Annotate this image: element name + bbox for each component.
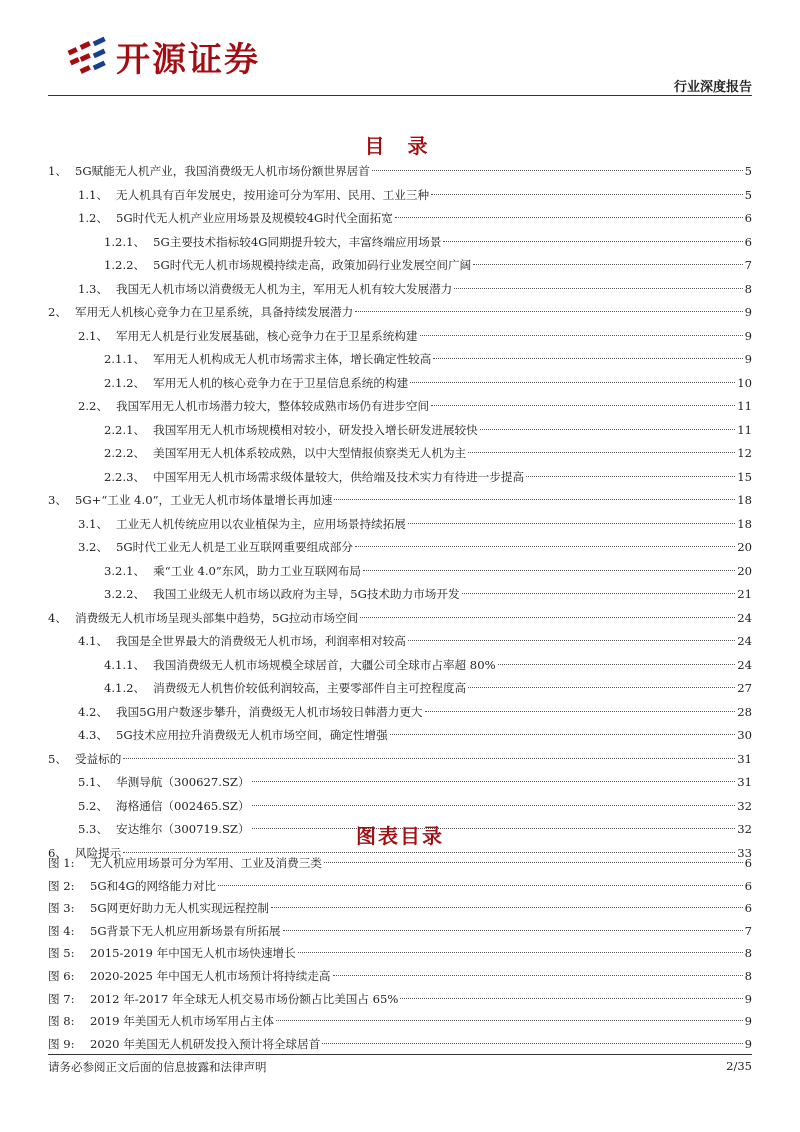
toc-entry-page: 9 <box>744 305 752 319</box>
toc-entry-title: 5G+“工业 4.0”，工业无人机市场体量增长再加速 <box>74 493 333 507</box>
figure-leader-dots <box>322 1043 742 1044</box>
toc-leader-dots <box>473 264 742 265</box>
footer-divider <box>48 1054 752 1055</box>
toc-entry-number: 1.3、 <box>78 281 109 296</box>
figure-leader-dots <box>218 885 743 886</box>
toc-entry-number: 3.1、 <box>78 516 109 531</box>
figure-entry-title: 2019 年美国无人机市场军用占主体 <box>90 1014 274 1029</box>
figure-entry-label: 图 6: <box>48 968 75 983</box>
toc-entry-number: 4.1、 <box>78 634 109 648</box>
toc-entry-number: 4.2、 <box>78 704 109 719</box>
toc-entry-page: 5 <box>744 187 752 202</box>
logo-text: 开源证券 <box>116 40 260 80</box>
figure-entry-label: 图 5: <box>48 946 75 961</box>
toc-entry-title: 风险提示 <box>74 845 122 860</box>
figure-leader-dots <box>298 952 743 953</box>
toc-entry-title: 5G时代工业无人机是工业互联网重要组成部分 <box>116 540 353 554</box>
page-number: 2/35 <box>726 1059 752 1073</box>
toc-entry-title: 军用无人机构成无人机市场需求主体，增长确定性较高 <box>153 352 432 366</box>
toc-entry[interactable] <box>48 207 752 231</box>
toc-leader-dots <box>468 452 735 453</box>
figure-entry[interactable] <box>48 1010 752 1033</box>
figure-entry-label: 图 7: <box>48 991 75 1006</box>
figure-leader-dots <box>271 907 743 908</box>
toc-entry-number: 2.2.3、 <box>104 469 146 484</box>
toc-leader-dots <box>433 358 742 359</box>
toc-entry-page: 24 <box>737 610 752 625</box>
toc-entry-title: 我国工业级无人机市场以政府为主导，5G技术助力市场开发 <box>153 587 460 601</box>
figure-entry-label: 图 2: <box>48 878 75 893</box>
toc-entry-page: 32 <box>737 798 752 813</box>
toc-entry-page: 18 <box>737 493 752 507</box>
figure-entry-page: 6 <box>744 856 752 870</box>
toc-entry-number: 5.1、 <box>78 775 109 789</box>
figure-entry-label: 图 8: <box>48 1014 75 1029</box>
toc-entry-number: 1、 <box>48 164 67 178</box>
toc-entry-number: 1.2.1、 <box>104 234 146 249</box>
toc-entry[interactable] <box>48 795 752 819</box>
toc-entry-page: 7 <box>744 258 752 272</box>
toc-entry-title: 我国无人机市场以消费级无人机为主，军用无人机有较大发展潜力 <box>116 281 453 296</box>
company-logo <box>66 32 260 81</box>
toc-leader-dots <box>431 405 735 406</box>
toc-leader-dots <box>443 241 742 242</box>
figure-entry-page: 9 <box>744 991 752 1006</box>
figure-entry[interactable] <box>48 920 752 943</box>
toc-entry-number: 5.3、 <box>78 822 109 836</box>
toc-entry[interactable] <box>48 630 752 654</box>
toc-entry-page: 32 <box>737 822 752 836</box>
toc-entry-number: 3.2、 <box>78 540 109 554</box>
toc-entry[interactable] <box>48 654 752 678</box>
toc-entry-number: 4.1.2、 <box>104 681 146 695</box>
footer-disclaimer: 请务必参阅正文后面的信息披露和法律声明 <box>48 1060 267 1074</box>
figure-entry-title: 5G背景下无人机应用新场景有所拓展 <box>90 923 281 938</box>
toc-entry-title: 工业无人机传统应用以农业植保为主，应用场景持续拓展 <box>116 516 406 531</box>
toc-entry-page: 8 <box>744 281 752 296</box>
toc-leader-dots <box>454 288 742 289</box>
figure-leader-dots <box>283 930 743 931</box>
figure-entry[interactable] <box>48 875 752 898</box>
toc-entry-page: 9 <box>744 352 752 366</box>
toc-entry-title: 消费级无人机市场呈现头部集中趋势，5G拉动市场空间 <box>74 610 359 625</box>
toc-entry-number: 6、 <box>48 845 67 860</box>
toc-entry-title: 海格通信（002465.SZ） <box>116 798 250 813</box>
toc-entry[interactable] <box>48 348 752 372</box>
toc-entry[interactable] <box>48 536 752 560</box>
toc-entry[interactable] <box>48 466 752 490</box>
report-type-label: 行业深度报告 <box>673 80 752 95</box>
toc-entry-number: 1.2、 <box>78 211 109 225</box>
toc-entry-number: 2.1.1、 <box>104 352 146 366</box>
toc-entry-title: 安达维尔（300719.SZ） <box>116 822 250 836</box>
toc-entry-title: 乘“工业 4.0”东风，助力工业互联网布局 <box>153 563 361 578</box>
toc-entry-title: 军用无人机是行业发展基础，核心竞争力在于卫星系统构建 <box>116 328 418 343</box>
toc-entry-title: 5G时代无人机产业应用场景及规模较4G时代全面拓宽 <box>116 211 393 225</box>
figure-entry[interactable] <box>48 942 752 965</box>
toc-entry-page: 27 <box>737 681 752 695</box>
figure-entry-page: 8 <box>744 946 752 961</box>
toc-entry-page: 33 <box>737 845 752 860</box>
figure-entry-title: 2020-2025 年中国无人机市场预计将持续走高 <box>90 968 331 983</box>
toc-leader-dots <box>355 546 735 547</box>
toc-entry-number: 4、 <box>48 610 67 625</box>
toc-entry-number: 1.2.2、 <box>104 258 146 272</box>
toc-entry-number: 4.3、 <box>78 728 109 742</box>
toc-entry[interactable] <box>48 583 752 607</box>
toc-entry-title: 5G主要技术指标较4G同期提升较大，丰富终端应用场景 <box>153 234 442 249</box>
toc-entry-page: 24 <box>737 634 752 648</box>
toc-leader-dots <box>420 335 743 336</box>
toc-entry-page: 20 <box>737 540 752 554</box>
figure-entry-label: 图 4: <box>48 923 75 938</box>
figure-leader-dots <box>276 1020 743 1021</box>
toc-entry[interactable] <box>48 724 752 748</box>
toc-leader-dots <box>408 640 735 641</box>
figure-entry-title: 5G和4G的网络能力对比 <box>90 878 217 893</box>
figure-entry-title: 无人机应用场景可分为军用、工业及消费三类 <box>90 856 322 870</box>
toc-entry[interactable] <box>48 442 752 466</box>
toc-entry[interactable] <box>48 325 752 349</box>
toc-entry-number: 2.2.1、 <box>104 422 146 437</box>
toc-entry[interactable] <box>48 372 752 396</box>
toc-entry[interactable] <box>48 419 752 443</box>
toc-entry[interactable] <box>48 771 752 795</box>
toc-entry[interactable] <box>48 395 752 419</box>
toc-entry-number: 5、 <box>48 751 67 766</box>
toc-entry-number: 2.2.2、 <box>104 446 146 460</box>
toc-leader-dots <box>252 805 736 806</box>
toc-entry-number: 3.2.2、 <box>104 587 146 601</box>
toc-leader-dots <box>360 617 735 618</box>
toc-leader-dots <box>431 194 743 195</box>
toc-entry-page: 9 <box>744 328 752 343</box>
toc-title: 目 录 <box>364 134 436 158</box>
page-header <box>48 18 752 94</box>
header-divider <box>48 95 752 96</box>
toc-entry-page: 15 <box>737 469 752 484</box>
toc-entry-number: 2.1、 <box>78 328 109 343</box>
figure-entry-label: 图 1: <box>48 856 75 870</box>
toc-entry-title: 5G技术应用拉升消费级无人机市场空间，确定性增强 <box>116 728 388 742</box>
figure-entry-page: 9 <box>744 1014 752 1029</box>
toc-leader-dots <box>363 570 735 571</box>
toc-leader-dots <box>468 687 735 688</box>
toc-entry-page: 21 <box>737 587 752 601</box>
toc-entry-page: 11 <box>737 422 752 437</box>
figure-entry[interactable] <box>48 965 752 988</box>
toc-entry-number: 3、 <box>48 493 67 507</box>
toc-entry-title: 华测导航（300627.SZ） <box>116 775 250 789</box>
toc-entry[interactable] <box>48 677 752 701</box>
toc-entry-page: 31 <box>737 751 752 766</box>
figures-list <box>48 852 752 1055</box>
toc-entry-page: 24 <box>737 657 752 672</box>
toc-entry[interactable] <box>48 513 752 537</box>
toc-entry-title: 军用无人机的核心竞争力在于卫星信息系统的构建 <box>153 375 409 390</box>
toc-entry-number: 4.1.1、 <box>104 657 146 672</box>
figure-entry-title: 2020 年美国无人机研发投入预计将全球居首 <box>90 1036 321 1051</box>
toc-entry-page: 30 <box>737 728 752 742</box>
toc-entry-page: 6 <box>744 211 752 225</box>
toc-leader-dots <box>408 523 735 524</box>
toc-entry-page: 11 <box>737 399 752 413</box>
toc-entry[interactable] <box>48 301 752 325</box>
figures-title: 图表目录 <box>356 824 444 848</box>
toc-leader-dots <box>480 429 736 430</box>
toc-entry-page: 31 <box>737 775 752 789</box>
toc-leader-dots <box>395 217 743 218</box>
toc-leader-dots <box>372 170 743 171</box>
toc-entry-title: 受益标的 <box>74 751 122 766</box>
figure-entry-title: 2012 年-2017 年全球无人机交易市场份额占比美国占 65% <box>90 991 399 1006</box>
figure-entry-page: 7 <box>744 923 752 938</box>
figure-entry-page: 6 <box>744 878 752 893</box>
figure-entry-label: 图 3: <box>48 901 75 916</box>
toc-leader-dots <box>526 476 735 477</box>
toc-entry-title: 美国军用无人机体系较成熟，以中大型情报侦察类无人机为主 <box>153 446 467 460</box>
toc-list <box>48 160 752 865</box>
toc-entry[interactable] <box>48 231 752 255</box>
toc-entry-page: 6 <box>744 234 752 249</box>
figure-leader-dots <box>400 998 742 999</box>
toc-leader-dots <box>410 382 735 383</box>
toc-entry-title: 中国军用无人机市场需求级体量较大，供给端及技术实力有待进一步提高 <box>153 469 525 484</box>
toc-entry[interactable] <box>48 748 752 772</box>
toc-entry-title: 军用无人机核心竞争力在卫星系统，具备持续发展潜力 <box>74 305 354 319</box>
toc-entry-title: 我国5G用户数逐步攀升，消费级无人机市场较日韩潜力更大 <box>116 704 423 719</box>
toc-entry[interactable] <box>48 489 752 513</box>
toc-leader-dots <box>123 758 735 759</box>
toc-leader-dots <box>334 499 735 500</box>
toc-leader-dots <box>390 734 735 735</box>
figure-entry[interactable] <box>48 897 752 920</box>
figure-entry-page: 8 <box>744 968 752 983</box>
toc-entry-page: 12 <box>737 446 752 460</box>
toc-leader-dots <box>252 781 736 782</box>
toc-entry-page: 28 <box>737 704 752 719</box>
toc-entry[interactable] <box>48 278 752 302</box>
toc-entry[interactable] <box>48 701 752 725</box>
figure-entry[interactable] <box>48 1033 752 1056</box>
figure-entry-title: 2015-2019 年中国无人机市场快速增长 <box>90 946 296 961</box>
figure-leader-dots <box>333 975 743 976</box>
figure-leader-dots <box>324 862 743 863</box>
toc-entry-title: 无人机具有百年发展史，按用途可分为军用、民用、工业三种 <box>116 187 430 202</box>
toc-entry-title: 5G时代无人机市场规模持续走高，政策加码行业发展空间广阔 <box>153 258 472 272</box>
figure-entry[interactable] <box>48 988 752 1011</box>
toc-entry-number: 3.2.1、 <box>104 563 146 578</box>
toc-entry-page: 5 <box>744 164 752 178</box>
toc-leader-dots <box>425 711 736 712</box>
toc-entry[interactable] <box>48 607 752 631</box>
toc-entry-number: 2.2、 <box>78 399 109 413</box>
toc-leader-dots <box>498 664 736 665</box>
toc-entry-page: 20 <box>737 563 752 578</box>
toc-entry-number: 1.1、 <box>78 187 109 202</box>
toc-entry[interactable] <box>48 184 752 208</box>
figure-entry-page: 9 <box>744 1036 752 1051</box>
toc-leader-dots <box>355 311 742 312</box>
figure-entry-label: 图 9: <box>48 1036 75 1051</box>
toc-entry-title: 我国军用无人机市场规模相对较小，研发投入增长研发进展较快 <box>153 422 478 437</box>
toc-leader-dots <box>462 593 736 594</box>
toc-entry[interactable] <box>48 160 752 184</box>
toc-entry-title: 我国是全世界最大的消费级无人机市场，利润率相对较高 <box>116 634 406 648</box>
toc-entry[interactable] <box>48 254 752 278</box>
toc-entry-title: 5G赋能无人机产业，我国消费级无人机市场份额世界居首 <box>74 164 370 178</box>
toc-entry-title: 我国军用无人机市场潜力较大，整体较成熟市场仍有进步空间 <box>116 399 430 413</box>
toc-entry-page: 10 <box>737 375 752 390</box>
figure-entry-title: 5G网更好助力无人机实现远程控制 <box>90 901 269 916</box>
toc-entry-number: 2.1.2、 <box>104 375 146 390</box>
toc-entry[interactable] <box>48 560 752 584</box>
toc-entry-number: 5.2、 <box>78 798 109 813</box>
toc-entry-number: 2、 <box>48 305 67 319</box>
logo-mark-icon <box>66 35 110 79</box>
toc-entry-title: 我国消费级无人机市场规模全球居首，大疆公司全球市占率超 80% <box>153 657 496 672</box>
toc-entry-page: 18 <box>737 516 752 531</box>
figure-entry[interactable] <box>48 852 752 875</box>
figure-entry-page: 6 <box>744 901 752 916</box>
toc-entry-title: 消费级无人机售价较低利润较高，主要零部件自主可控程度高 <box>153 681 467 695</box>
